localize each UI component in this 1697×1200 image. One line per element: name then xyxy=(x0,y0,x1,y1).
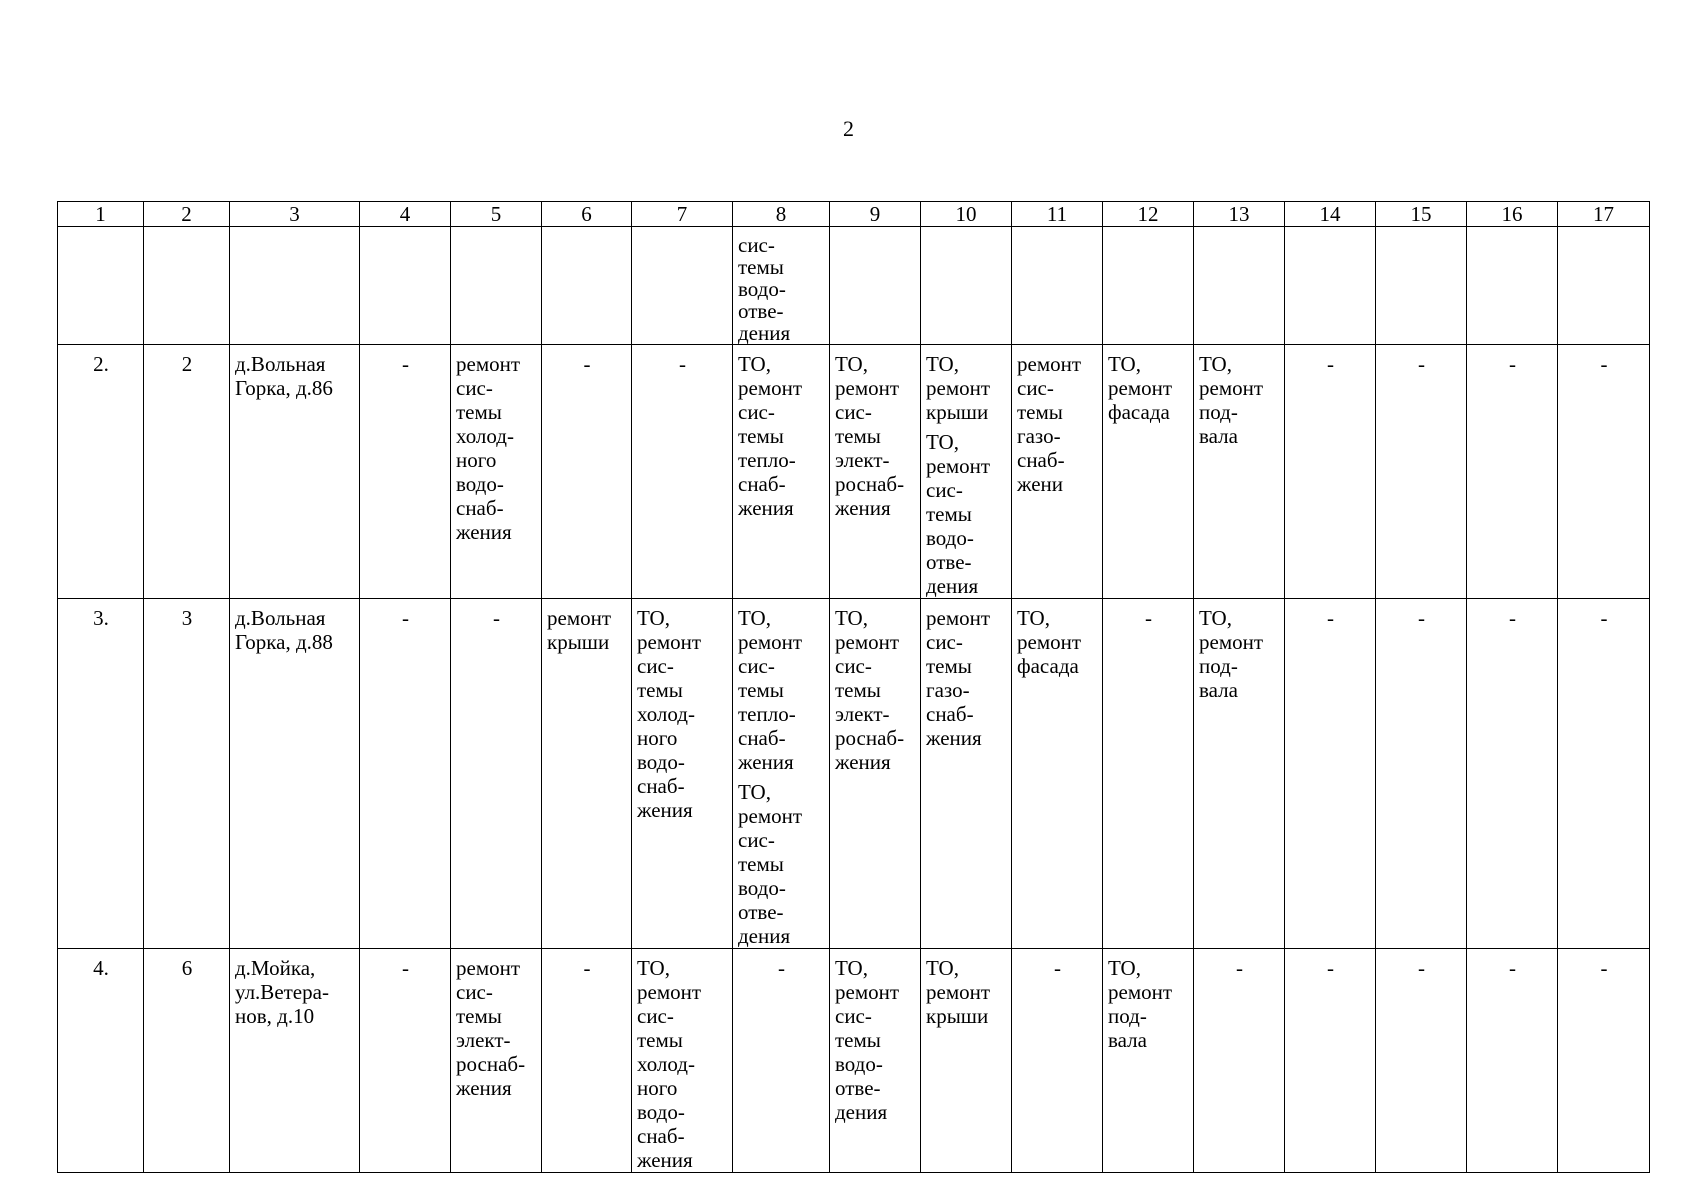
cell-text: - xyxy=(402,352,409,376)
cell-text: - xyxy=(778,956,785,980)
table-cell xyxy=(830,227,921,345)
cell-text: ТО, ремонт сис- темы тепло- снаб- жения xyxy=(738,352,803,520)
cell-text: ТО, ремонт под- вала xyxy=(1108,956,1173,1052)
cell-text: 3 xyxy=(181,606,193,630)
table-cell xyxy=(1285,599,1376,949)
table-cell xyxy=(1103,949,1194,1173)
table-cell xyxy=(1467,227,1558,345)
column-header: 9 xyxy=(830,202,921,227)
cell-text: - xyxy=(1236,956,1243,980)
table-cell xyxy=(58,227,144,345)
cell-text: ТО, ремонт сис- темы водо- отве- дения xyxy=(738,780,803,948)
cell-text: - xyxy=(1600,606,1608,630)
cell-text: - xyxy=(1509,352,1516,376)
table-cell xyxy=(451,949,542,1173)
table-cell xyxy=(830,345,921,599)
column-header: 13 xyxy=(1194,202,1285,227)
column-header: 6 xyxy=(542,202,632,227)
cell-text: 3. xyxy=(93,606,109,630)
table-cell xyxy=(451,599,542,949)
cell-text: 2. xyxy=(93,352,109,376)
table-cell xyxy=(632,949,733,1173)
table-cell xyxy=(1376,227,1467,345)
cell-text: ТО, ремонт крыши xyxy=(926,956,991,1028)
cell-text: ремонт крыши xyxy=(547,606,612,654)
row-3 xyxy=(58,599,1650,949)
table-cell xyxy=(542,345,632,599)
table-cell xyxy=(230,345,360,599)
row-2 xyxy=(58,345,1650,599)
table-cell xyxy=(921,345,1012,599)
table-cell xyxy=(921,599,1012,949)
cell-text: ТО, ремонт сис- темы водо- отве- дения xyxy=(926,430,991,598)
table-cell xyxy=(1285,949,1376,1173)
column-header: 4 xyxy=(360,202,451,227)
table-cell xyxy=(1012,599,1103,949)
table-cell xyxy=(1467,345,1558,599)
cell-text: ТО, ремонт фасада xyxy=(1108,352,1173,424)
table-cell xyxy=(1376,345,1467,599)
cell-text: - xyxy=(1327,352,1334,376)
column-number-header-row xyxy=(58,202,1650,227)
table-cell xyxy=(1558,227,1650,345)
cell-text: ТО, ремонт крыши xyxy=(926,352,991,424)
cell-text: ТО, ремонт сис- темы тепло- снаб- жения xyxy=(738,606,803,774)
table-cell xyxy=(230,599,360,949)
table-cell xyxy=(542,949,632,1173)
table-cell xyxy=(830,599,921,949)
cell-text: - xyxy=(1327,606,1334,630)
table-cell xyxy=(1012,949,1103,1173)
table-cell xyxy=(542,227,632,345)
table-cell xyxy=(1103,227,1194,345)
continuation-row xyxy=(58,227,1650,345)
table-cell xyxy=(1558,345,1650,599)
column-header: 7 xyxy=(632,202,733,227)
cell-text: ТО, ремонт сис- темы холод- ного водо- снаб- жения xyxy=(637,606,702,822)
row-4 xyxy=(58,949,1650,1173)
table-cell xyxy=(58,345,144,599)
table-cell xyxy=(830,949,921,1173)
table-cell xyxy=(144,599,230,949)
table-cell xyxy=(451,227,542,345)
table-cell xyxy=(360,227,451,345)
column-header: 10 xyxy=(921,202,1012,227)
cell-text: - xyxy=(583,352,591,376)
cell-text: ТО, ремонт под- вала xyxy=(1199,352,1264,448)
table-cell xyxy=(1467,599,1558,949)
table-cell xyxy=(1285,345,1376,599)
table-cell xyxy=(144,345,230,599)
table-cell xyxy=(1285,227,1376,345)
table-cell xyxy=(230,227,360,345)
table-cell xyxy=(632,227,733,345)
cell-text: - xyxy=(1509,606,1516,630)
table-cell xyxy=(921,227,1012,345)
table-cell xyxy=(1376,949,1467,1173)
schedule-table xyxy=(57,201,1650,1173)
table-cell xyxy=(360,345,451,599)
column-header: 15 xyxy=(1376,202,1467,227)
table-cell xyxy=(230,949,360,1173)
cell-text: ремонт сис- темы холод- ного водо- снаб- жения xyxy=(456,352,521,544)
table-cell xyxy=(1558,599,1650,949)
table-cell xyxy=(1467,949,1558,1173)
cell-text: - xyxy=(583,956,591,980)
cell-text: - xyxy=(1418,956,1425,980)
cell-text: - xyxy=(1418,352,1425,376)
column-header: 5 xyxy=(451,202,542,227)
table-cell xyxy=(144,227,230,345)
table-cell xyxy=(1194,599,1285,949)
page-number: 2 xyxy=(843,116,854,141)
column-header: 16 xyxy=(1467,202,1558,227)
cell-text: ТО, ремонт под- вала xyxy=(1199,606,1264,702)
table-cell xyxy=(451,345,542,599)
cell-text: ремонт сис- темы газо- снаб- жени xyxy=(1017,352,1082,496)
cell-text: 6 xyxy=(181,956,193,980)
column-header: 11 xyxy=(1012,202,1103,227)
column-header: 1 xyxy=(58,202,144,227)
table-cell xyxy=(733,599,830,949)
column-header: 3 xyxy=(230,202,360,227)
table-cell xyxy=(144,949,230,1173)
table-cell xyxy=(1194,227,1285,345)
table-cell xyxy=(1012,345,1103,599)
cell-text: - xyxy=(1054,956,1061,980)
table-cell xyxy=(1103,599,1194,949)
table-cell xyxy=(58,949,144,1173)
cell-text: д.Мойка, ул.Ветера- нов, д.10 xyxy=(235,956,329,1028)
cell-text: - xyxy=(1418,606,1425,630)
table-cell xyxy=(632,345,733,599)
column-header: 12 xyxy=(1103,202,1194,227)
table-cell xyxy=(733,227,830,345)
table-cell xyxy=(1376,599,1467,949)
cell-text: - xyxy=(1327,956,1334,980)
cell-text: д.Вольная Горка, д.88 xyxy=(235,606,333,654)
cell-text: - xyxy=(679,352,686,376)
table-cell xyxy=(542,599,632,949)
cell-text: - xyxy=(1600,352,1608,376)
table-cell xyxy=(1103,345,1194,599)
cell-text: 2 xyxy=(181,352,193,376)
cell-text: - xyxy=(402,606,409,630)
cell-text: - xyxy=(402,956,409,980)
cell-text: сис- темы водо- отве- дения xyxy=(738,233,791,345)
table-cell xyxy=(1558,949,1650,1173)
table-cell xyxy=(632,599,733,949)
table-cell xyxy=(733,345,830,599)
cell-text: ТО, ремонт сис- темы элект- роснаб- жения xyxy=(835,606,905,774)
cell-text: ТО, ремонт сис- темы водо- отве- дения xyxy=(835,956,900,1124)
column-header: 14 xyxy=(1285,202,1376,227)
column-header: 2 xyxy=(144,202,230,227)
table-cell xyxy=(360,949,451,1173)
cell-text: ТО, ремонт сис- темы холод- ного водо- снаб- жения xyxy=(637,956,702,1172)
cell-text: ТО, ремонт сис- темы элект- роснаб- жения xyxy=(835,352,905,520)
cell-text: - xyxy=(1509,956,1516,980)
cell-text: - xyxy=(1600,956,1608,980)
table-cell xyxy=(1194,345,1285,599)
table-cell xyxy=(58,599,144,949)
table-cell xyxy=(921,949,1012,1173)
cell-text: ремонт сис- темы элект- роснаб- жения xyxy=(456,956,526,1100)
cell-text: 4. xyxy=(93,956,109,980)
table-cell xyxy=(1194,949,1285,1173)
cell-text: д.Вольная Горка, д.86 xyxy=(235,352,333,400)
cell-text: ремонт сис- темы газо- снаб- жения xyxy=(926,606,991,750)
table-cell xyxy=(360,599,451,949)
table-cell xyxy=(1012,227,1103,345)
column-header: 8 xyxy=(733,202,830,227)
cell-text: - xyxy=(1145,606,1152,630)
cell-text: ТО, ремонт фасада xyxy=(1017,606,1082,678)
table-cell xyxy=(733,949,830,1173)
cell-text: - xyxy=(493,606,500,630)
column-header: 17 xyxy=(1558,202,1650,227)
